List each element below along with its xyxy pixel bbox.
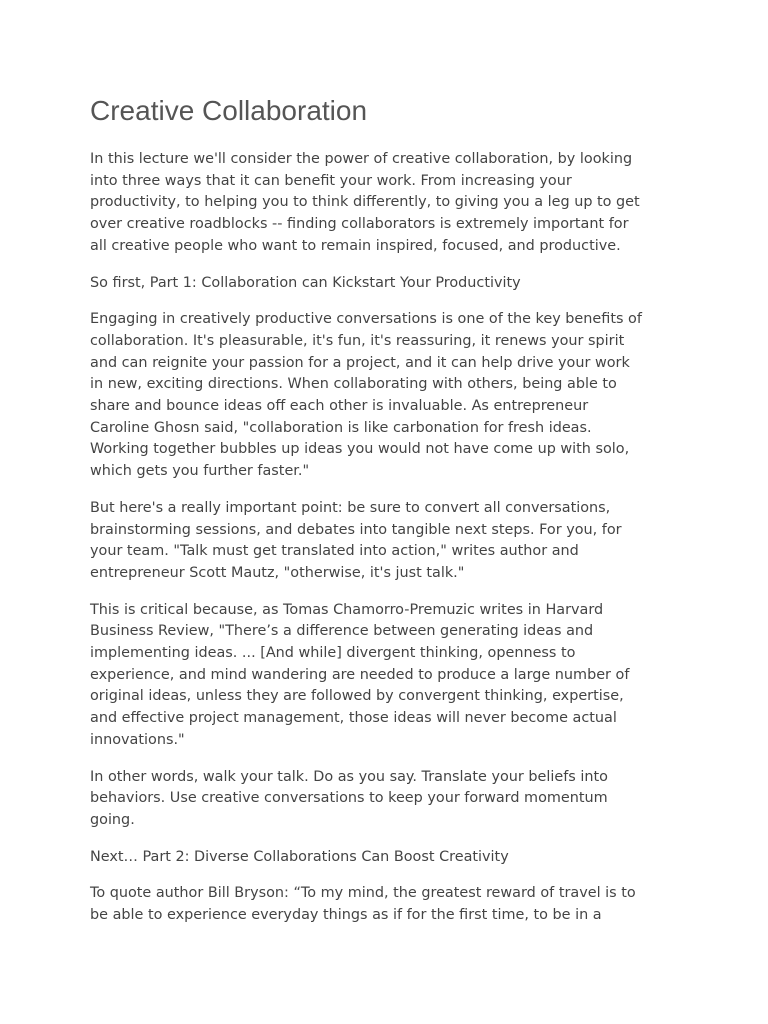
productivity-paragraph: Engaging in creatively productive conversations is one of the key benefits of collaboration. It's pleasurable, it's fun, it's reassuring, it renews your spirit and can reignite your passion for a project, and it can help drive your work in new, exciting directions. When collaborating with others, being able to share and bounce ideas off each other is invaluable. As entrepreneur Caroline Ghosn said, "collaboration is like carbonation for fresh ideas. Working together bubbles up ideas you would not have come up with solo, which gets you further faster.": [90, 311, 642, 480]
bryson-quote-paragraph: To quote author Bill Bryson: “To my mind, the greatest reward of travel is to be able to experience everyday things as if for the first time, to be in a: [90, 885, 636, 924]
hbr-quote-paragraph: This is critical because, as Tomas Chamorro-Premuzic writes in Harvard Business Review, "There’s a difference between generating ideas and implementing ideas. ... [And while] divergent thinking, openness to experience, and mind wandering are needed to produce a large number of original ideas, unless they are followed by convergent thinking, expertise, and effective project management, those ideas will never become actual innovations.": [90, 601, 630, 748]
walk-your-talk-paragraph: In other words, walk your talk. Do as you say. Translate your beliefs into behaviors. Use creative conversations to keep your forward momentum going.: [90, 768, 608, 828]
document-page: [90, 92, 680, 942]
part-1-heading: So first, Part 1: Collaboration can Kickstart Your Productivity: [90, 274, 521, 291]
page-title: Creative Collaboration: [90, 95, 368, 126]
intro-paragraph: In this lecture we'll consider the power of creative collaboration, by looking into three ways that it can benefit your work. From increasing your productivity, to helping you to think differently, to giving you a leg up to get over creative roadblocks -- finding collaborators is extremely important for all creative people who want to remain inspired, focused, and productive.: [90, 151, 640, 254]
action-paragraph: But here's a really important point: be sure to convert all conversations, brainstorming sessions, and debates into tangible next steps. For you, for your team. "Talk must get translated into action," writes author and entrepreneur Scott Mautz, "otherwise, it's just talk.": [90, 499, 622, 581]
part-2-heading: Next… Part 2: Diverse Collaborations Can Boost Creativity: [90, 848, 509, 865]
